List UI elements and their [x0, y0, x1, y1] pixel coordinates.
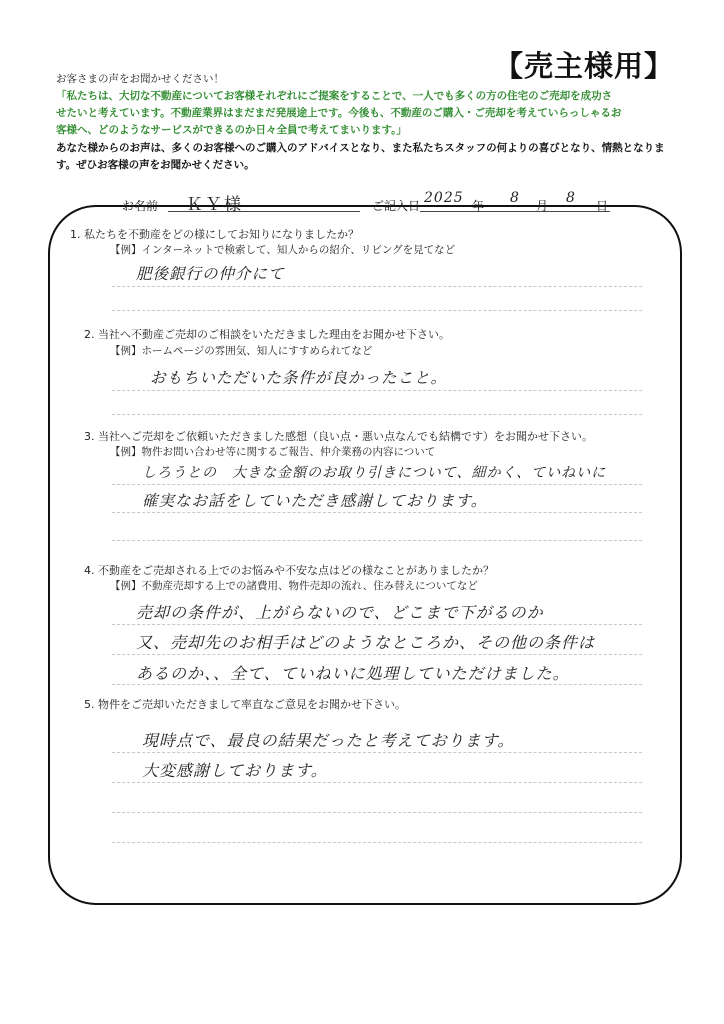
- customer-type-badge: 【売主様用】: [494, 49, 675, 83]
- day-unit: 日: [596, 199, 609, 213]
- question-3: 3. 当社へご売却をご依頼いただきました感想（良い点・悪い点なんでも結構です）をお聞かせ下さい。: [84, 430, 593, 443]
- answer-line: [112, 414, 642, 415]
- answer-3-line-2: 確実なお話をしていただき感謝しております。: [142, 492, 488, 510]
- name-value: ＫＹ様: [186, 195, 243, 215]
- answer-line: [112, 842, 642, 843]
- answer-line: [112, 286, 642, 287]
- question-1: 1. 私たちを不動産をどの様にしてお知りになりましたか？: [70, 228, 359, 241]
- answer-line: [112, 512, 642, 513]
- answer-5-line-2: 大変感謝しております。: [142, 761, 328, 780]
- question-1-example: 【例】インターネットで検索して、知人からの紹介、リビングを見てなど: [110, 244, 456, 256]
- date-label: ご記入日: [372, 199, 421, 213]
- answer-4-line-2: 又、売却先のお相手はどのようなところか、その他の条件は: [136, 633, 596, 652]
- answer-line: [112, 812, 642, 813]
- question-3-example: 【例】物件お問い合わせ等に関するご報告、仲介業務の内容について: [110, 446, 436, 458]
- intro-black-line-2: す。ぜひお客様の声をお聞かせください。: [56, 159, 255, 171]
- intro-black-line-1: あなた様からのお声は、多くのお客様へのご購入のアドバイスとなり、また私たちスタッフの何よりの喜びとなり、情熱となりま: [56, 142, 665, 154]
- question-2: 2. 当社へ不動産ご売却のご相談をいただきました理由をお聞かせ下さい。: [84, 328, 450, 341]
- answer-line: [112, 390, 642, 391]
- answer-line: [112, 540, 642, 541]
- answer-line: [112, 624, 642, 625]
- intro-green-line-2: せたいと考えています。不動産業界はまだまだ発展途上です。今後も、不動産のご購入・ご売却を考えていらっしゃるお: [56, 107, 622, 119]
- day-value: 8: [566, 190, 576, 206]
- question-4: 4. 不動産をご売却される上でのお悩みや不安な点はどの様なことがありましたか？: [84, 564, 494, 577]
- month-value: 8: [510, 190, 520, 206]
- question-5: 5. 物件をご売却いただきまして率直なご意見をお聞かせ下さい。: [84, 698, 406, 711]
- answer-1-line-1: 肥後銀行の仲介にて: [136, 265, 285, 283]
- answer-line: [112, 484, 642, 485]
- answer-line: [112, 654, 642, 655]
- question-2-example: 【例】ホームページの雰囲気、知人にすすめられてなど: [110, 345, 373, 357]
- year-value: 2025: [424, 190, 464, 206]
- year-unit: 年: [472, 199, 485, 213]
- answer-4-line-3: あるのか、、全て、ていねいに処理していただけました。: [136, 664, 570, 683]
- answer-line: [112, 782, 642, 783]
- month-unit: 月: [536, 199, 549, 213]
- answer-5-line-1: 現時点で、最良の結果だったと考えております。: [142, 731, 515, 750]
- answer-4-line-1: 売却の条件が、上がらないので、どこまで下がるのか: [136, 603, 544, 622]
- intro-green-line-1: 「私たちは、大切な不動産についてお客様それぞれにご提案をすることで、一人でも多くの方の住宅のご売却を成功さ: [56, 90, 613, 102]
- question-4-example: 【例】不動産売却する上での諸費用、物件売却の流れ、住み替えについてなど: [110, 580, 478, 592]
- answer-line: [112, 684, 642, 685]
- intro-heading: お客さまの声をお聞かせください！: [56, 73, 224, 85]
- date-underline: [420, 211, 610, 212]
- answer-3-line-1: しろうとの 大きな金額のお取り引きについて、細かく、ていねいに: [142, 465, 607, 481]
- answer-line: [112, 310, 642, 311]
- answer-2-line-1: おもちいただいた条件が良かったこと。: [150, 369, 448, 387]
- intro-green-line-3: 客様へ、どのようなサービスができるのか日々全員で考えてまいります。」: [56, 124, 407, 136]
- name-label: お名前: [122, 199, 159, 213]
- answer-line: [112, 752, 642, 753]
